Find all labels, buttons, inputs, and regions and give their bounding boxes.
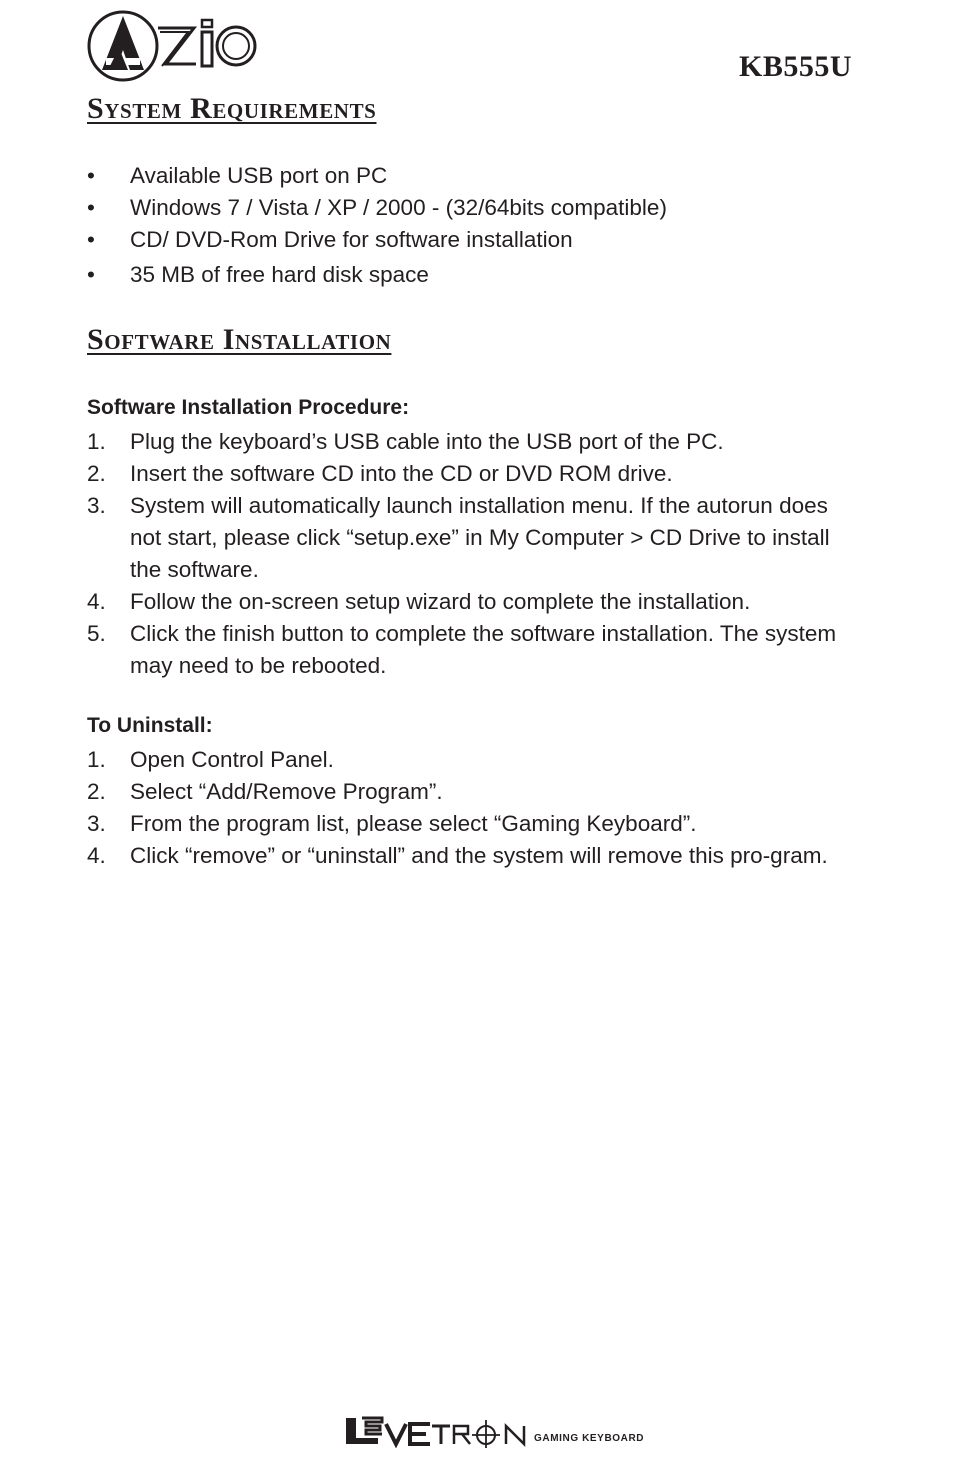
list-item-text: CD/ DVD-Rom Drive for software installation: [130, 227, 573, 252]
list-item-text: Windows 7 / Vista / XP / 2000 - (32/64bits compatible): [130, 195, 667, 220]
list-item: [87, 192, 867, 224]
step-text: System will automatically launch installation menu. If the autorun does not start, please click “setup.exe” in My Computer > CD Drive to install the software.: [130, 493, 830, 582]
step-number: 1.: [87, 747, 106, 772]
step-number: 2.: [87, 461, 106, 486]
software-installation-heading: Software Installation: [87, 323, 392, 356]
bullet: •: [87, 262, 95, 287]
procedure-subheading: Software Installation Procedure:: [87, 396, 410, 419]
list-item: [87, 160, 867, 192]
list-item-text: 35 MB of free hard disk space: [130, 262, 429, 287]
step-text: Click the finish button to complete the software installation. The system may need to be rebooted.: [130, 621, 837, 678]
step-item: [87, 426, 857, 458]
step-number: 1.: [87, 429, 106, 454]
tagline: GAMING KEYBOARD: [534, 1433, 645, 1444]
bullet: •: [87, 163, 95, 188]
uninstall-steps: [87, 744, 857, 872]
step-text: Select “Add/Remove Program”.: [130, 779, 443, 804]
bullet: •: [87, 195, 95, 220]
step-text: Plug the keyboard’s USB cable into the USB port of the PC.: [130, 429, 724, 454]
model-number: KB555U: [738, 50, 852, 83]
list-item: [87, 259, 867, 291]
list-item: [87, 224, 867, 256]
step-item: [87, 744, 857, 776]
step-item: [87, 808, 857, 840]
step-number: 3.: [87, 493, 106, 518]
step-text: Follow the on-screen setup wizard to complete the installation.: [130, 589, 751, 614]
step-item: [87, 840, 857, 872]
step-number: 4.: [87, 843, 106, 868]
step-number: 3.: [87, 811, 106, 836]
step-text: From the program list, please select “Gaming Keyboard”.: [130, 811, 697, 836]
list-item-text: Available USB port on PC: [130, 163, 388, 188]
step-text: Open Control Panel.: [130, 747, 334, 772]
uninstall-subheading: To Uninstall:: [87, 714, 213, 737]
azio-logo: [86, 8, 260, 86]
procedure-steps: [87, 426, 857, 682]
system-requirements-heading: System Requirements: [87, 92, 377, 125]
step-text: Insert the software CD into the CD or DVD ROM drive.: [130, 461, 673, 486]
step-text: Click “remove” or “uninstall” and the system will remove this pro-gram.: [130, 843, 828, 868]
step-item: [87, 776, 857, 808]
step-number: 4.: [87, 589, 106, 614]
step-item: [87, 490, 857, 586]
step-number: 5.: [87, 621, 106, 646]
step-item: [87, 586, 857, 618]
system-requirements-list: [87, 160, 867, 291]
step-item: [87, 458, 857, 490]
step-item: [87, 618, 857, 682]
levetron-logo: [344, 1414, 664, 1448]
step-number: 2.: [87, 779, 106, 804]
bullet: •: [87, 227, 95, 252]
